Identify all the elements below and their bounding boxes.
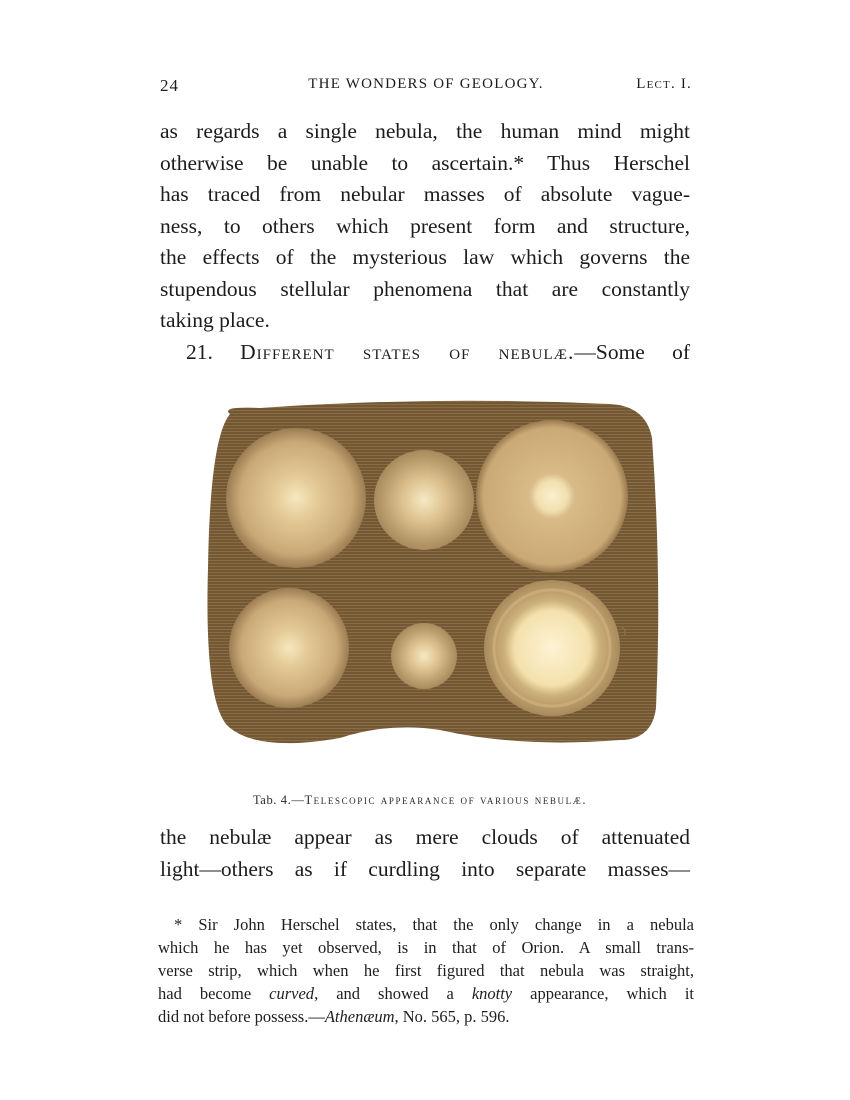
- text-line: stupendous stellular phenomena that are constantly: [160, 276, 690, 301]
- footnote-line: * Sir John Herschel states, that the only change in a nebula: [174, 915, 694, 934]
- text-line: ness, to others which present form and structure,: [160, 213, 690, 238]
- caption-dash: —: [291, 793, 305, 807]
- footnote-line: verse strip, which when he first figured that nebula was straight,: [158, 961, 694, 980]
- text-line: light—others as if curdling into separate masses—: [160, 856, 690, 881]
- nebula-condensing: [229, 588, 349, 708]
- text-line: the effects of the mysterious law which governs the: [160, 245, 690, 269]
- nebula-small-round: [374, 450, 474, 550]
- page-number: 24: [160, 76, 179, 95]
- text-line: has traced from nebular masses of absolute vague-: [160, 182, 690, 206]
- text-line: taking place.: [160, 308, 270, 332]
- footnote-line: which he has yet observed, is in that of Orion. A small trans-: [158, 938, 694, 957]
- paragraph-continued: [160, 116, 690, 368]
- section-lead-in: —Some of: [574, 339, 690, 364]
- running-header: [160, 76, 692, 100]
- section-heading-line: [160, 337, 690, 369]
- text-line: the nebulæ appear as mere clouds of attenuated: [160, 825, 690, 849]
- nebula-diffuse: [226, 428, 366, 568]
- lecture-label: Lect. I.: [636, 76, 692, 92]
- nebula-bright-core: [476, 420, 628, 572]
- footnote-line: did not before possess.—Athenæum, No. 565, p. 596.: [158, 1007, 510, 1026]
- section-number: 21.: [186, 339, 213, 364]
- nebula-compact: [391, 623, 457, 689]
- text-line: as regards a single nebula, the human mind might: [160, 119, 690, 143]
- caption-label: Tab. 4.: [252, 793, 292, 807]
- caption-text: Telescopic appearance of various nebulæ.: [304, 793, 588, 807]
- text-line: otherwise be unable to ascertain.* Thus Herschel: [160, 150, 690, 175]
- nebula-ringed: [484, 580, 620, 716]
- footnote-line: had become curved, and showed a knotty appearance, which it: [158, 984, 694, 1003]
- running-title: THE WONDERS OF GEOLOGY.: [308, 76, 544, 92]
- section-heading: Different states of nebulæ.: [240, 339, 575, 364]
- footnote: [158, 913, 694, 1028]
- figure-caption: [200, 793, 640, 808]
- paragraph-body: [160, 822, 690, 885]
- nebulae-engraving: [200, 378, 666, 770]
